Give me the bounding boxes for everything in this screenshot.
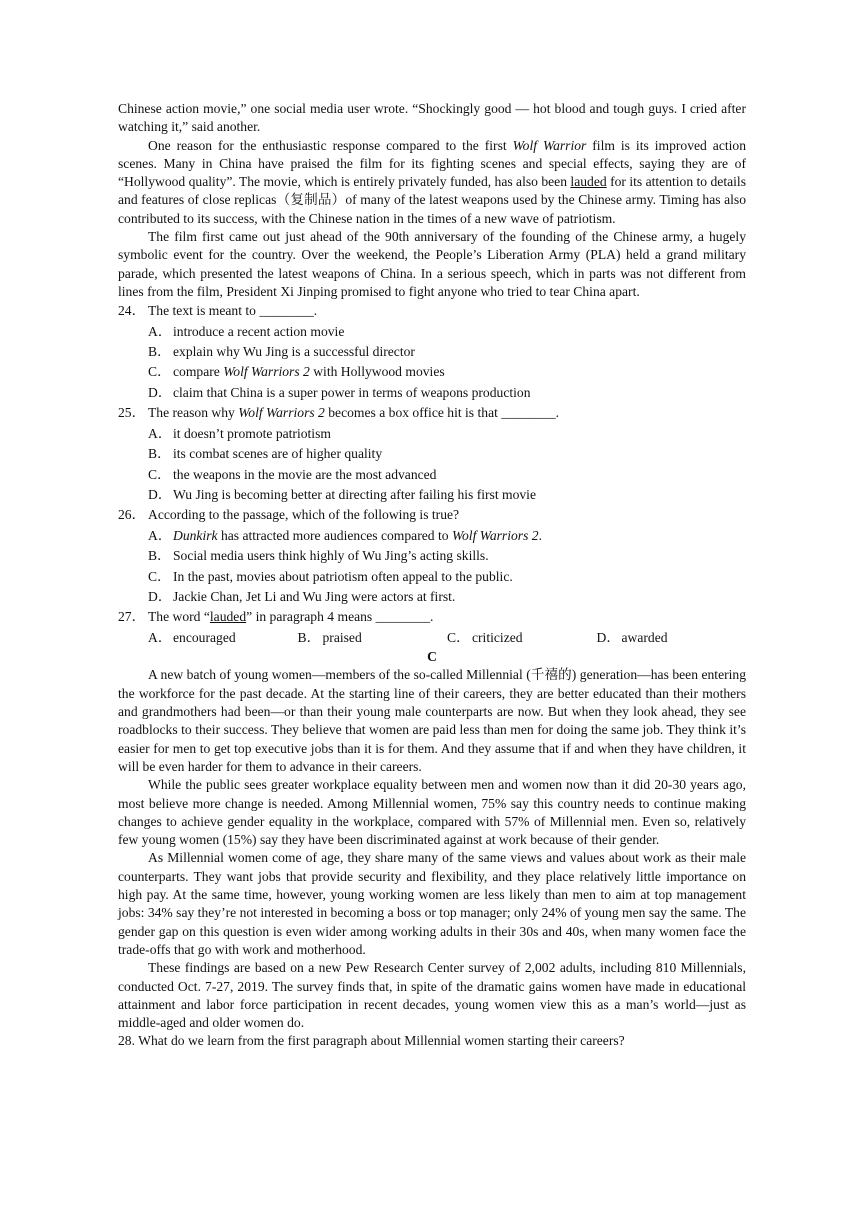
- section-c-heading: C: [427, 649, 437, 665]
- question-26-option-d: [118, 587, 746, 607]
- film-title: Wolf Warrior: [512, 137, 587, 153]
- option-text: compare: [173, 364, 224, 380]
- option-letter: A．: [148, 527, 172, 543]
- question-26-option-c: [118, 567, 746, 587]
- question-number: 24．: [118, 303, 146, 319]
- option-text: Jackie Chan, Jet Li and Wu Jing were actors at first.: [173, 588, 456, 604]
- question-26-stem: [118, 505, 746, 525]
- option-letter: A．: [148, 323, 172, 339]
- question-25-option-b: [118, 444, 746, 464]
- text-run: One reason for the enthusiastic response compared to the first: [148, 137, 513, 153]
- underlined-word-lauded: lauded: [209, 609, 247, 625]
- question-number: 27．: [118, 609, 146, 625]
- option-letter: A．: [148, 629, 172, 645]
- question-27-option-a: [148, 628, 298, 648]
- question-27-option-b: [298, 628, 448, 648]
- option-letter: A．: [148, 425, 172, 441]
- question-25-stem: [118, 403, 746, 423]
- option-text: it doesn’t promote patriotism: [173, 425, 331, 441]
- option-text: introduce a recent action movie: [173, 323, 345, 339]
- passage-b-paragraph-2: [118, 137, 746, 228]
- option-letter: B．: [148, 548, 171, 564]
- option-text: praised: [322, 629, 362, 645]
- option-text: Social media users think highly of Wu Jing’s acting skills.: [173, 548, 489, 564]
- passage-b-paragraph-1-continued: Chinese action movie,” one social media user wrote. “Shockingly good — hot blood and tough guys. I cried after watching it,” said another.: [118, 101, 746, 135]
- option-text: awarded: [621, 629, 668, 645]
- option-text: its combat scenes are of higher quality: [173, 446, 383, 462]
- question-26-option-b: [118, 546, 746, 566]
- question-text: The word “: [148, 609, 210, 625]
- passage-b-paragraph-3: The film first came out just ahead of the 90th anniversary of the founding of the Chinese army, a hugely symbolic event for the country. Over the weekend, the People’s Liberation Army (PLA) held a grand military parade, which presented the latest weapons of China. In a serious speech, which in parts was not different from lines from the film, President Xi Jinping promised to fight anyone who tried to tear China apart.: [118, 229, 746, 299]
- question-text: The reason why: [148, 405, 239, 421]
- question-text: The text is meant to ________.: [148, 303, 318, 319]
- option-letter: C．: [148, 364, 171, 380]
- film-title: Wolf Warriors 2: [223, 364, 310, 380]
- question-27-stem: [118, 607, 746, 627]
- option-letter: B．: [297, 629, 321, 645]
- text-run: for its attention to details and features of close replicas（复制品）of many of the latest weapons used by the Chinese army. Timing has also contributed to its success, with the Chinese nation in the times of a new wave of patriotism.: [118, 174, 746, 226]
- question-27-option-c: [447, 628, 597, 648]
- question-number: 26．: [118, 507, 146, 523]
- question-24-option-c: [118, 362, 746, 382]
- question-24-stem: [118, 301, 746, 321]
- option-text: claim that China is a super power in terms of weapons production: [173, 384, 531, 400]
- section-c-paragraph-3: As Millennial women come of age, they share many of the same views and values about work as their male counterparts. They want jobs that provide security and flexibility, and they place relatively little importance on high pay. At the same time, however, young working women are less likely than men to aim at top management jobs: 34% say they’re not interested in becoming a boss or top manager; only 24% of young men say the same. The gender gap on this question is even wider among working adults in their 30s and 40s, when many women face the trade-offs that go with work and motherhood.: [118, 850, 746, 957]
- option-letter: C．: [447, 629, 470, 645]
- option-text: the weapons in the movie are the most advanced: [173, 466, 437, 482]
- question-number: 25．: [118, 405, 146, 421]
- option-letter: D．: [148, 486, 172, 502]
- question-25-option-d: [118, 485, 746, 505]
- question-28-stem: 28. What do we learn from the first paragraph about Millennial women starting their careers?: [118, 1033, 625, 1049]
- question-24-option-b: [118, 342, 746, 362]
- question-27-options: [118, 628, 746, 648]
- film-title: Wolf Warriors 2: [238, 405, 325, 421]
- underlined-word-lauded: lauded: [570, 174, 607, 190]
- question-24-option-a: [118, 322, 746, 342]
- section-c-paragraph-2: While the public sees greater workplace equality between men and women now than it did 20-30 years ago, most believe more change is needed. Among Millennial women, 75% say this country needs to continue making changes to achieve gender equality in the workplace, compared with 57% of Millennial men. Even so, relatively few young women (15%) say they have been discriminated against at work because of their gender.: [118, 777, 746, 848]
- option-letter: D．: [596, 629, 620, 645]
- film-title: Wolf Warriors 2: [451, 527, 539, 543]
- question-26-option-a: [118, 526, 746, 546]
- question-24-option-d: [118, 383, 746, 403]
- document-page: [118, 100, 746, 1051]
- question-25-option-c: [118, 465, 746, 485]
- question-text: becomes a box office hit is that ________.: [324, 405, 560, 421]
- option-letter: C．: [148, 466, 171, 482]
- section-c-paragraph-1: A new batch of young women—members of the so-called Millennial (千禧的) generation—has been entering the workforce for the past decade. At the starting line of their careers, they are better educated than their mothers and grandmothers had been—or than their young male counterparts are now. But when they look ahead, they see roadblocks to their success. They believe that women are paid less than men for doing the same job. They think it’s easier for men to get top executive jobs than it is for them. And they assume that if and when they have children, it will be even harder for them to advance in their careers.: [118, 667, 746, 774]
- option-letter: C．: [148, 568, 171, 584]
- option-text: Wu Jing is becoming better at directing after failing his first movie: [173, 486, 536, 502]
- option-letter: D．: [148, 384, 172, 400]
- question-text: ” in paragraph 4 means ________.: [246, 609, 434, 625]
- option-text: with Hollywood movies: [309, 364, 445, 380]
- question-25-option-a: [118, 424, 746, 444]
- option-text: .: [538, 527, 542, 543]
- option-letter: D．: [148, 588, 172, 604]
- option-text: criticized: [472, 629, 523, 645]
- option-text: In the past, movies about patriotism often appeal to the public.: [173, 568, 513, 584]
- option-text: explain why Wu Jing is a successful director: [173, 344, 415, 360]
- section-c-paragraph-4: These findings are based on a new Pew Research Center survey of 2,002 adults, including 810 Millennials, conducted Oct. 7-27, 2019. The survey finds that, in spite of the dramatic gains women have made in educational attainment and labor force participation in recent decades, young women view this as a man’s world—just as middle-aged and older women do.: [118, 960, 746, 1031]
- option-text: has attracted more audiences compared to: [217, 527, 452, 543]
- option-letter: B．: [148, 344, 171, 360]
- film-title: Dunkirk: [173, 527, 218, 543]
- option-text: encouraged: [173, 629, 236, 645]
- question-27-option-d: [597, 628, 747, 648]
- question-text: According to the passage, which of the following is true?: [148, 507, 460, 523]
- text-run: film is its improved action scenes. Many in China have praised the film for its fighting scenes and special effects, saying they are of “Hollywood quality”. The movie, which is entirely privately funded, has also been: [118, 137, 746, 190]
- option-letter: B．: [148, 446, 171, 462]
